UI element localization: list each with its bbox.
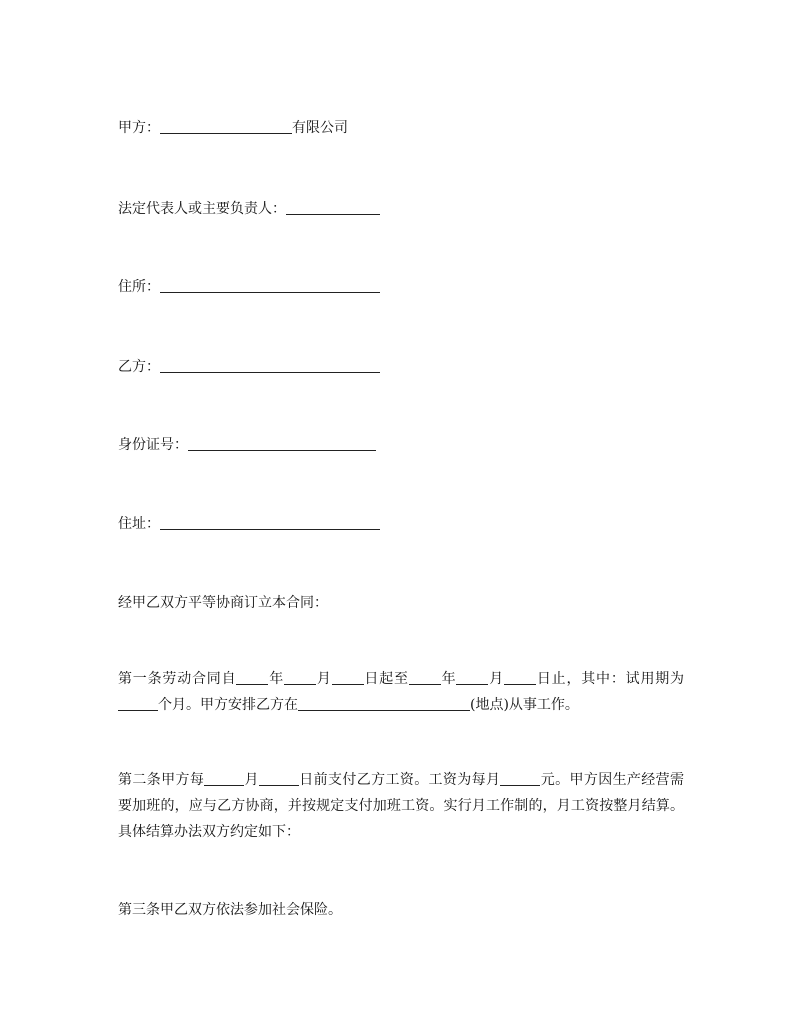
- article-1-text-3: 月: [316, 671, 332, 687]
- monthly-salary-blank: [500, 771, 540, 786]
- legal-rep-blank: [286, 200, 380, 215]
- article-1-text-5: 年: [440, 671, 457, 687]
- start-month-blank: [284, 670, 316, 685]
- party-b-label: 乙方：: [118, 359, 160, 375]
- article-1-text-4: 日起至: [363, 671, 409, 687]
- party-a-label: 甲方：: [118, 120, 160, 136]
- pay-day-blank: [259, 771, 299, 786]
- pay-month-blank: [204, 771, 244, 786]
- end-year-blank: [409, 670, 441, 685]
- address-b-label: 住址：: [118, 516, 160, 532]
- address-b-blank: [160, 515, 380, 530]
- intro-text: 经甲乙双方平等协商订立本合同：: [118, 595, 328, 611]
- intro-line: [118, 590, 328, 616]
- id-number-label: 身份证号：: [118, 437, 188, 453]
- article-2: [118, 767, 684, 845]
- address-b-line: [118, 511, 380, 537]
- start-year-blank: [236, 670, 268, 685]
- article-2-text-3: 日前支付乙方工资。工资为每月: [298, 772, 501, 788]
- article-2-text-1: 第二条甲方每: [118, 772, 205, 788]
- party-a-blank: [160, 119, 292, 134]
- article-1-text-7: 日止，其中：试用期为: [536, 671, 685, 687]
- party-b-blank: [160, 358, 380, 373]
- article-1-text-1: 第一条劳动合同自: [118, 671, 237, 687]
- end-day-blank: [504, 670, 536, 685]
- address-a-blank: [160, 278, 380, 293]
- end-month-blank: [456, 670, 488, 685]
- party-a-suffix: 有限公司: [292, 120, 348, 136]
- article-1-text-8: 个月。甲方安排乙方在: [158, 697, 298, 713]
- party-a-line: [118, 115, 348, 141]
- legal-rep-line: [118, 196, 380, 222]
- id-number-line: [118, 432, 376, 458]
- party-b-line: [118, 354, 380, 380]
- article-2-text-2: 月: [244, 772, 259, 788]
- start-day-blank: [332, 670, 364, 685]
- article-1-text-6: 月: [488, 671, 505, 687]
- article-3-text: 第三条甲乙双方依法参加社会保险。: [118, 902, 342, 918]
- article-1: [118, 666, 684, 718]
- work-location-blank: [298, 696, 470, 711]
- article-1-text-9: (地点)从事工作。: [470, 697, 579, 713]
- article-2-text-4: 元。甲方因生产经营需要加班的，应与乙方协商，并按规定支付加班工资。实行月工作制的，月工资按整月结算。具体结算办法双方约定如下：: [118, 772, 685, 840]
- probation-months-blank: [118, 696, 158, 711]
- article-1-text-2: 年: [268, 671, 285, 687]
- article-3: [118, 897, 342, 923]
- legal-rep-label: 法定代表人或主要负责人：: [118, 201, 286, 217]
- address-a-label: 住所：: [118, 279, 160, 295]
- id-number-blank: [188, 436, 376, 451]
- address-a-line: [118, 274, 380, 300]
